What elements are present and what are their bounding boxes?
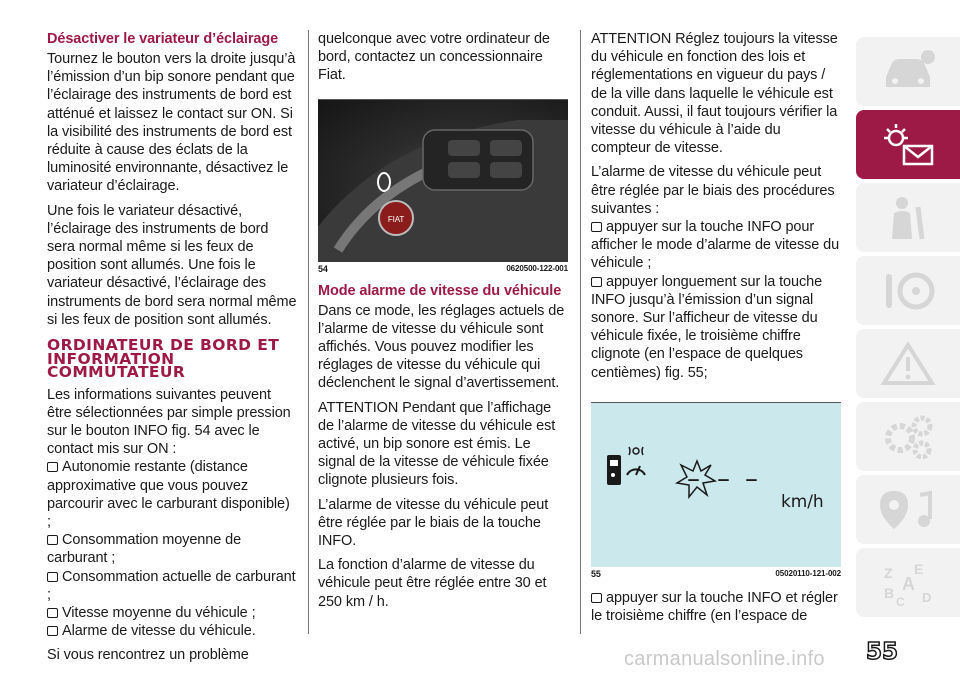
checkbox-bullet-icon: [47, 572, 58, 582]
paragraph: Une fois le variateur désactivé, l’éclairage des instruments de bord sera normal même si les feux de position sont allumés. Une fois le variateur désactivé, l’éclairage des instruments de bord sera normal même si les feux de position sont allumés.: [47, 202, 297, 328]
speed-alarm-display: [591, 403, 841, 567]
page-number: 55: [866, 639, 899, 665]
svg-text:B: B: [884, 584, 895, 601]
column-divider: [308, 30, 309, 634]
chapter-tab-dashboard[interactable]: [856, 110, 960, 179]
column-2: [318, 30, 568, 617]
figure-caption: [318, 264, 568, 274]
dimmer-heading: Désactiver le variateur d’éclairage: [47, 31, 279, 47]
speed-alarm-display-illustration: [591, 403, 841, 567]
figure-code: 0620500-122-001: [506, 263, 568, 273]
column-1: [47, 30, 297, 671]
figure-code: 05020110-121-002: [775, 568, 841, 578]
bullet-item: appuyer longuement sur la touche INFO jusqu’à l’émission d’un signal sonore. Sur l’afficheur de vitesse du véhicule fixée, le troisième chiffre clignote (en l’espace de quelques centièmes) fig. 55;: [591, 273, 823, 381]
paragraph: ATTENTION Pendant que l’affichage de l’alarme de vitesse du véhicule est activé, un bip sonore est émis. Le signal de la vitesse de véhicule fixée clignote plusieurs fois.: [318, 399, 556, 489]
fiat-logo-text: FIAT: [387, 214, 405, 224]
figure-55: [591, 402, 841, 579]
svg-text:–: –: [717, 463, 730, 494]
checkbox-bullet-icon: [47, 608, 58, 618]
bullet-item: Alarme de vitesse du véhicule.: [47, 622, 297, 640]
steering-wheel-photo: [318, 100, 568, 262]
paragraph: Les informations suivantes peuvent être sélectionnées par simple pression sur le bouton INFO fig. 54 avec le contact mis sur ON :: [47, 386, 291, 458]
chapter-tab-vehicle[interactable]: [856, 37, 960, 106]
alarm-heading: Mode alarme de vitesse du véhicule: [318, 282, 562, 299]
bullet-item: Vitesse moyenne du véhicule ;: [47, 604, 297, 622]
paragraph: Si vous rencontrez un problème: [47, 647, 249, 664]
chapter-tab-maintenance[interactable]: [856, 402, 960, 471]
chapter-tab-index[interactable]: [856, 548, 960, 617]
paragraph: quelconque avec votre ordinateur de bord, contactez un concessionnaire Fiat.: [318, 31, 550, 84]
dashboard-warning-icon: [878, 120, 938, 170]
car-icon: [878, 47, 938, 97]
figure-caption: [591, 569, 841, 579]
chapter-tab-safety[interactable]: [856, 183, 960, 252]
seatbelt-icon: [878, 193, 938, 243]
checkbox-bullet-icon: [591, 277, 602, 287]
checkbox-bullet-icon: [47, 626, 58, 636]
checkbox-bullet-icon: [591, 222, 602, 232]
bullet-item: appuyer sur la touche INFO et régler le troisième chiffre (en l’espace de: [591, 589, 838, 625]
svg-text:–: –: [745, 463, 758, 494]
steering-wheel-icon: [878, 266, 938, 316]
steering-wheel-illustration: [318, 100, 568, 262]
music-nav-icon: [878, 485, 938, 535]
alphabet-index-icon: [878, 558, 938, 608]
chapter-tab-driving[interactable]: [856, 256, 960, 325]
bullet-item: Autonomie restante (distance approximative que vous pouvez parcourir avec le carburant disponible) ;: [47, 459, 290, 530]
speed-unit: km/h: [781, 491, 824, 512]
checkbox-bullet-icon: [47, 535, 58, 545]
chapter-tab-emergency[interactable]: [856, 329, 960, 398]
paragraph: L’alarme de vitesse du véhicule peut être réglée par le biais de la touche INFO.: [318, 496, 549, 550]
chapter-tab-multimedia[interactable]: [856, 475, 960, 544]
paragraph: L’alarme de vitesse du véhicule peut être réglée par le biais des procédures suivantes :: [591, 164, 835, 217]
warning-triangle-icon: [878, 339, 938, 389]
alarm-tab-icon: [607, 455, 621, 485]
figure-number: 55: [591, 568, 601, 579]
svg-text:–: –: [687, 463, 700, 494]
svg-text:C: C: [896, 594, 905, 608]
bullet-item: Consommation actuelle de carburant ;: [47, 568, 296, 603]
section-heading: ORDINATEUR DE BORD ET INFORMATION COMMUTATEUR: [47, 336, 280, 382]
checkbox-bullet-icon: [591, 593, 602, 603]
svg-text:D: D: [922, 589, 932, 605]
bullet-item: Consommation moyenne de carburant ;: [47, 532, 242, 567]
checkbox-bullet-icon: [47, 462, 58, 472]
column-divider: [580, 30, 581, 634]
bullet-item: appuyer sur la touche INFO pour afficher le mode d’alarme de vitesse du véhicule ;: [591, 219, 840, 272]
svg-text:E: E: [914, 560, 924, 577]
svg-text:A: A: [902, 573, 915, 594]
figure-number: 54: [318, 263, 328, 274]
paragraph: La fonction d’alarme de vitesse du véhicule peut être réglée entre 30 et 250 km / h.: [318, 557, 547, 610]
paragraph: ATTENTION Réglez toujours la vitesse du véhicule en fonction des lois et réglementations en vigueur du pays / de la ville dans laquelle le véhicule est conduit. Aussi, il faut toujours vérifier la vitesse du véhicule à l’aide du compteur de vitesse.: [591, 31, 838, 157]
gears-icon: [878, 412, 938, 462]
paragraph: Tournez le bouton vers la droite jusqu’à l’émission d’un bip sonore pendant que l’éclairage des instruments de bord est atténué et laissez le contact sur ON. Si la visibilité des instruments de bord est réduite à cause des éclats de la luminosité environnante, désactivez le variateur d’éclairage.: [47, 51, 296, 195]
paragraph: Dans ce mode, les réglages actuels de l’alarme de vitesse du véhicule sont affichés. Vous pouvez modifier les réglages de vitesse du véhicule qui déclenchent le signal d’avertissement.: [318, 302, 565, 392]
figure-54: [318, 99, 568, 274]
watermark: carmanualsonline.info: [624, 648, 825, 670]
column-3: [591, 30, 841, 625]
svg-text:Z: Z: [884, 564, 893, 581]
